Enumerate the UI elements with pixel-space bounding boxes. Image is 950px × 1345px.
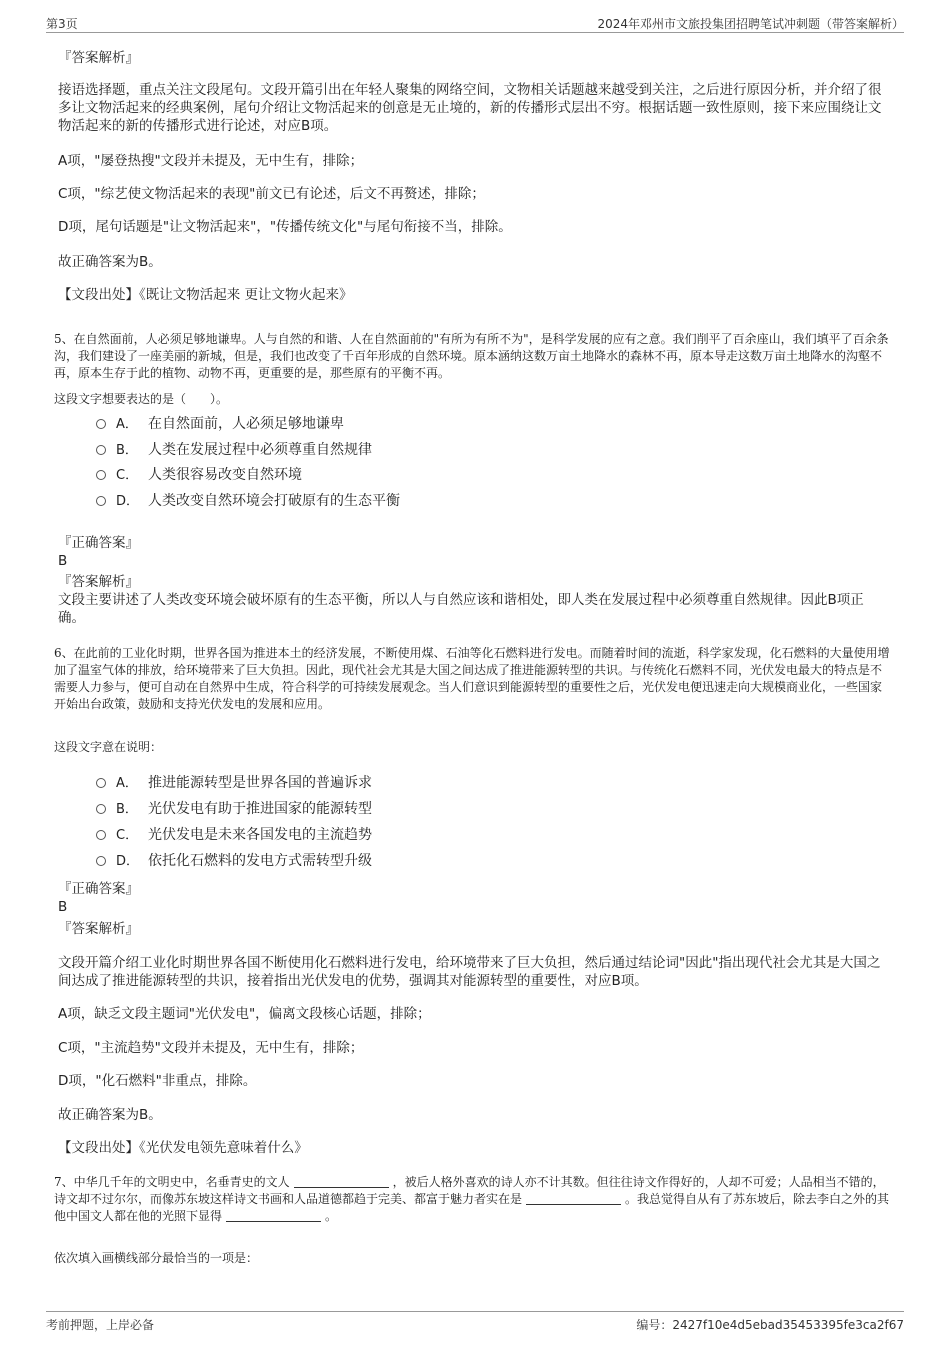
q5-analysis-label: 『答案解析』 [58,574,139,590]
q6-option-a[interactable]: A． 推进能源转型是世界各国的普遍诉求 [96,774,796,793]
radio-icon[interactable] [96,856,106,866]
radio-icon[interactable] [96,445,106,455]
q6-option-d-note: D项，"化石燃料"非重点，排除。 [58,1073,257,1089]
q5-question: 这段文字想要表达的是（ ）。 [54,392,229,406]
radio-icon[interactable] [96,830,106,840]
footer-slogan: 考前押题，上岸必备 [46,1318,155,1332]
q7-stem: 7、中华几千年的文明史中，名垂青史的文人 ，被后人格外喜欢的诗人亦不计其数。但往往诗文作得好的，人却不可爱；人品相当不错的，诗文却不过尔尔，而像苏东坡这样诗文书画和人品道德都趋于完美、都富于魅力者实在是 。我总觉得自从有了苏东坡后，除去李白之外的其他中国文人都在他的光照下显得 。 [54,1175,890,1223]
radio-icon[interactable] [96,778,106,788]
page-footer [46,1311,904,1334]
q6-option-b[interactable]: B． 光伏发电有助于推进国家的能源转型 [96,800,796,819]
q6-conclusion: 故正确答案为B。 [58,1107,162,1123]
q6-option-c[interactable]: C． 光伏发电是未来各国发电的主流趋势 [96,826,796,845]
q5-stem: 5、在自然面前，人必须足够地谦卑。人与自然的和谐、人在自然面前的"有所为有所不为"，是科学发展的应有之意。我们削平了百余座山，我们填平了百余条沟，我们建设了一座美丽的新城，但是，我们也改变了千百年形成的自然环境。原本涵纳这数万亩土地降水的森林不再，原本导走这数万亩土地降水的沟壑不再，原本生存于此的植物、动物不再，更重要的是，那些原有的平衡不再。 [54,332,889,380]
q5-analysis: 文段主要讲述了人类改变环境会破坏原有的生态平衡，所以人与自然应该和谐相处，即人类在发展过程中必须尊重自然规律。因此B项正确。 [58,592,864,626]
q4-analysis-label: 『答案解析』 [58,50,139,66]
blank-line-1[interactable] [294,1176,389,1188]
q6-source: 【文段出处】《光伏发电领先意味着什么》 [58,1140,308,1156]
q4-conclusion: 故正确答案为B。 [58,254,162,270]
q5-option-a[interactable]: A． 在自然面前，人必须足够地谦卑 [96,415,796,434]
q5-answer: B [58,553,68,569]
q6-option-d[interactable]: D． 依托化石燃料的发电方式需转型升级 [96,852,796,871]
q4-analysis: 接语选择题，重点关注文段尾句。文段开篇引出在年轻人聚集的网络空间，文物相关话题越来越受到关注，之后进行原因分析，并介绍了很多让文物活起来的经典案例，尾句介绍让文物活起来的创意是无止境的，新的传播形式层出不穷。根据话题一致性原则，接下来应围绕让文物活起来的新的传播形式进行论述，对应B项。 [58,82,882,134]
q5-option-c[interactable]: C． 人类很容易改变自然环境 [96,466,796,485]
document-title: 2024年邓州市文旅投集团招聘笔试冲刺题（带答案解析） [597,17,904,31]
q4-source: 【文段出处】《既让文物活起来 更让文物火起来》 [58,287,353,303]
q4-option-c-note: C项，"综艺使文物活起来的表现"前文已有论述，后文不再赘述，排除； [58,186,485,202]
q5-answer-label: 『正确答案』 [58,535,139,551]
q6-option-a-note: A项，缺乏文段主题词"光伏发电"，偏离文段核心话题，排除； [58,1006,431,1022]
radio-icon[interactable] [96,470,106,480]
q5-option-d[interactable]: D． 人类改变自然环境会打破原有的生态平衡 [96,492,796,511]
radio-icon[interactable] [96,804,106,814]
q6-answer-label: 『正确答案』 [58,881,139,897]
q6-analysis: 文段开篇介绍工业化时期世界各国不断使用化石燃料进行发电，给环境带来了巨大负担，然后通过结论词"因此"指出现代社会尤其是大国之间达成了推进能源转型的共识，接着指出光伏发电的优势，强调其对能源转型的重要性，对应B项。 [58,955,881,989]
q6-question: 这段文字意在说明： [54,740,163,754]
page-number: 第3页 [46,17,78,31]
document-id: 编号：2427f10e4d5ebad35453395fe3ca2f67 [636,1318,904,1332]
blank-line-3[interactable] [226,1210,321,1222]
q7-question: 依次填入画横线部分最恰当的一项是： [54,1251,259,1265]
radio-icon[interactable] [96,496,106,506]
radio-icon[interactable] [96,419,106,429]
q4-option-a-note: A项，"屡登热搜"文段并未提及，无中生有，排除； [58,153,364,169]
q6-analysis-label: 『答案解析』 [58,921,139,937]
blank-line-2[interactable] [526,1193,621,1205]
q6-answer: B [58,899,68,915]
q6-stem: 6、在此前的工业化时期，世界各国为推进本土的经济发展，不断使用煤、石油等化石燃料进行发电。而随着时间的流逝，科学家发现，化石燃料的大量使用增加了温室气体的排放，给环境带来了巨大负担。因此，现代社会尤其是大国之间达成了推进能源转型的共识。与传统化石燃料不同，光伏发电最大的特点是不需要人力参与，便可自动在自然界中生成，符合科学的可持续发展观念。当人们意识到能源转型的重要性之后，光伏发电便迅速走向大规模商业化，一些国家开始出台政策，鼓励和支持光伏发电的发展和应用。 [54,646,890,711]
q5-option-b[interactable]: B． 人类在发展过程中必须尊重自然规律 [96,441,796,460]
q6-option-c-note: C项，"主流趋势"文段并未提及，无中生有，排除； [58,1040,364,1056]
q4-option-d-note: D项，尾句话题是"让文物活起来"，"传播传统文化"与尾句衔接不当，排除。 [58,219,512,235]
